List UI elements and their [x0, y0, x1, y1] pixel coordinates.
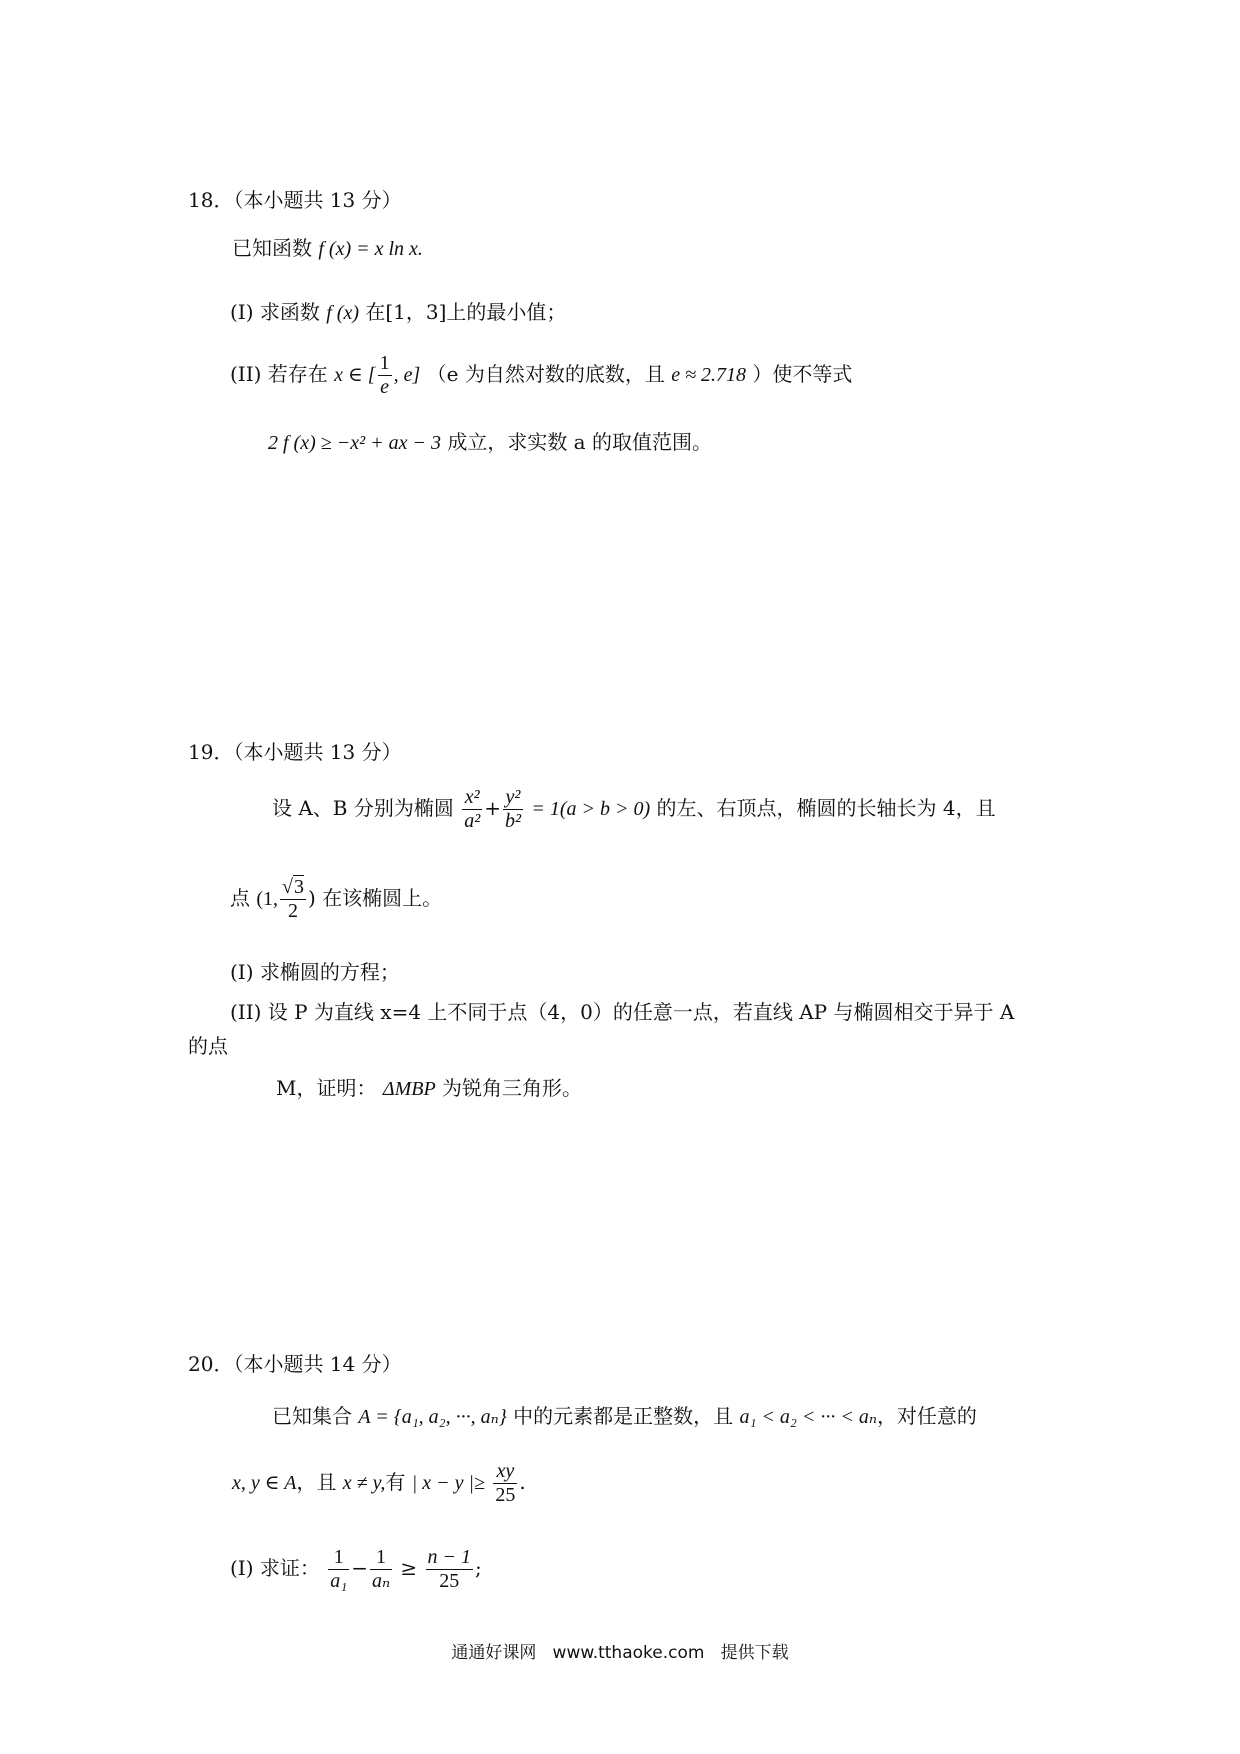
q19-part2 [230, 1000, 1014, 1024]
footer-site-name: 通通好课网 [451, 1643, 537, 1663]
q20-p1-f3-den: 25 [439, 1570, 460, 1592]
q20-p1-minus: − [351, 1556, 368, 1580]
q18-part2-fraction [378, 352, 392, 399]
q19-ellipse-x-num: x² [462, 786, 482, 810]
q19-point-fraction [280, 876, 306, 923]
q19-part2-text: 设 P 为直线 x=4 上不同于点（4，0）的任意一点，若直线 AP 与椭圆相交于异于 A [267, 1000, 1015, 1024]
q19-intro-text-a: 设 A、B 分别为椭圆 [272, 796, 454, 820]
q19-point-text-a: 点 [230, 886, 250, 910]
q18-part1-label: (I) [230, 300, 254, 324]
q20-part1 [230, 1546, 482, 1593]
q20-intro-text-b: 中的元素都是正整数，且 [513, 1404, 734, 1428]
q18-part2-frac-num: 1 [379, 352, 390, 374]
footer-url: www.tthaoke.com [552, 1643, 705, 1663]
q20-frac-end: . [519, 1470, 526, 1494]
q20-p1-f3-num: n − 1 [427, 1546, 472, 1568]
q20-intro-text-c: ，对任意的 [876, 1404, 977, 1428]
q20-p1-f2-num: 1 [370, 1546, 392, 1570]
q19-part2-label: (II) [230, 1000, 262, 1024]
q20-intro [272, 1404, 977, 1429]
q20-frac-num: xy [493, 1460, 517, 1484]
q19-part2-text-d: 为锐角三角形。 [442, 1076, 583, 1100]
q18-part2-interval-post: , e] [393, 364, 421, 386]
q18-intro-text: 已知函数 [232, 236, 312, 260]
page-footer [0, 1638, 1240, 1663]
q20-set-expression: A = {a₁, a₂, ···, aₙ} [358, 1406, 507, 1428]
q19-part1-label: (I) [230, 960, 254, 984]
q18-part2-line2 [268, 430, 712, 455]
q18-part2-approx: e ≈ 2.718 [671, 364, 747, 386]
q19-part2-wrap: 的点 [188, 1034, 228, 1058]
q20-p1-fraction-2 [370, 1546, 392, 1593]
q18-intro [232, 236, 423, 261]
sqrt-icon: √3 [282, 876, 305, 898]
q20-p1-fraction-1 [328, 1546, 349, 1593]
q19-ellipse-rhs: = 1(a > b > 0) [531, 798, 651, 820]
q18-part1-text-a: 求函数 [259, 300, 320, 324]
q18-function: f (x) = x ln x. [318, 238, 423, 260]
q20-part1-label: (I) [230, 1556, 254, 1580]
q19-ellipse-y-fraction [503, 786, 523, 833]
q18-part2 [230, 352, 852, 399]
q20-p1-fraction-3 [426, 1546, 474, 1593]
q18-part1-text-b: 在[1，3]上的最小值； [365, 300, 567, 324]
q19-ellipse-x-fraction [462, 786, 482, 833]
q19-part1-text: 求椭圆的方程； [259, 960, 400, 984]
q20-p1-geq: ≥ [400, 1556, 418, 1580]
q20-fraction [493, 1460, 517, 1507]
q18-part2-text-c: ）使不等式 [752, 362, 853, 386]
q20-neq-expression: x ≠ y, [342, 1472, 386, 1494]
q20-p1-f1-den: a₁ [330, 1570, 348, 1592]
q20-condition [232, 1460, 526, 1507]
q18-part2-inequality: 2 f (x) ≥ −x² + ax − 3 [268, 432, 441, 454]
q19-point [230, 876, 442, 923]
q20-p1-f2-den: aₙ [371, 1570, 391, 1592]
q18-part2-frac-den: e [380, 376, 390, 398]
q20-part1-text: 求证： [259, 1556, 320, 1580]
q18-part2-text-a: 若存在 [267, 362, 328, 386]
q20-cond-text-a: ，且 [296, 1470, 337, 1494]
q19-intro-text-b: 的左、右顶点，椭圆的长轴长为 4，且 [656, 796, 996, 820]
q19-point-post: ) [308, 886, 316, 910]
q19-point-num [280, 876, 306, 900]
q20-abs-expression: | x − y |≥ [411, 1472, 486, 1494]
q20-header: 20．（本小题共 14 分） [188, 1352, 402, 1376]
q20-cond-expression: x, y ∈ A [232, 1472, 297, 1494]
q19-ellipse-y-den: b² [504, 810, 521, 832]
q19-intro [272, 786, 996, 833]
q19-part2-text-c: M，证明： [276, 1076, 377, 1100]
q19-ellipse-plus: + [484, 796, 501, 820]
q19-header: 19．（本小题共 13 分） [188, 740, 402, 764]
q19-triangle: ΔMBP [382, 1078, 436, 1100]
footer-suffix: 提供下载 [720, 1643, 789, 1663]
q20-frac-den: 25 [495, 1484, 516, 1506]
q18-part1 [230, 300, 566, 325]
q19-point-text-b: 在该椭圆上。 [322, 886, 443, 910]
q20-order-expression: a₁ < a₂ < ··· < aₙ [739, 1406, 877, 1428]
q19-point-den: 2 [288, 900, 299, 922]
q19-part1 [230, 960, 400, 984]
q20-p1-f1-num: 1 [328, 1546, 349, 1570]
q19-point-pre: (1, [256, 888, 279, 910]
q18-part2-interval-pre: x ∈ [ [334, 364, 376, 386]
q19-ellipse-y-num: y² [503, 786, 523, 810]
q18-header: 18．（本小题共 13 分） [188, 188, 402, 212]
q18-part1-fx: f (x) [326, 302, 359, 324]
q19-part2-line3 [276, 1076, 582, 1101]
q18-part2-text-b: （e 为自然对数的底数，且 [426, 362, 665, 386]
q19-ellipse-x-den: a² [464, 810, 481, 832]
q20-intro-text-a: 已知集合 [272, 1404, 352, 1428]
q20-p1-end: ; [475, 1556, 482, 1580]
q18-part2-text-d: 成立，求实数 a 的取值范围。 [447, 430, 712, 454]
q20-cond-text-b: 有 [385, 1470, 406, 1494]
q18-part2-label: (II) [230, 362, 262, 386]
